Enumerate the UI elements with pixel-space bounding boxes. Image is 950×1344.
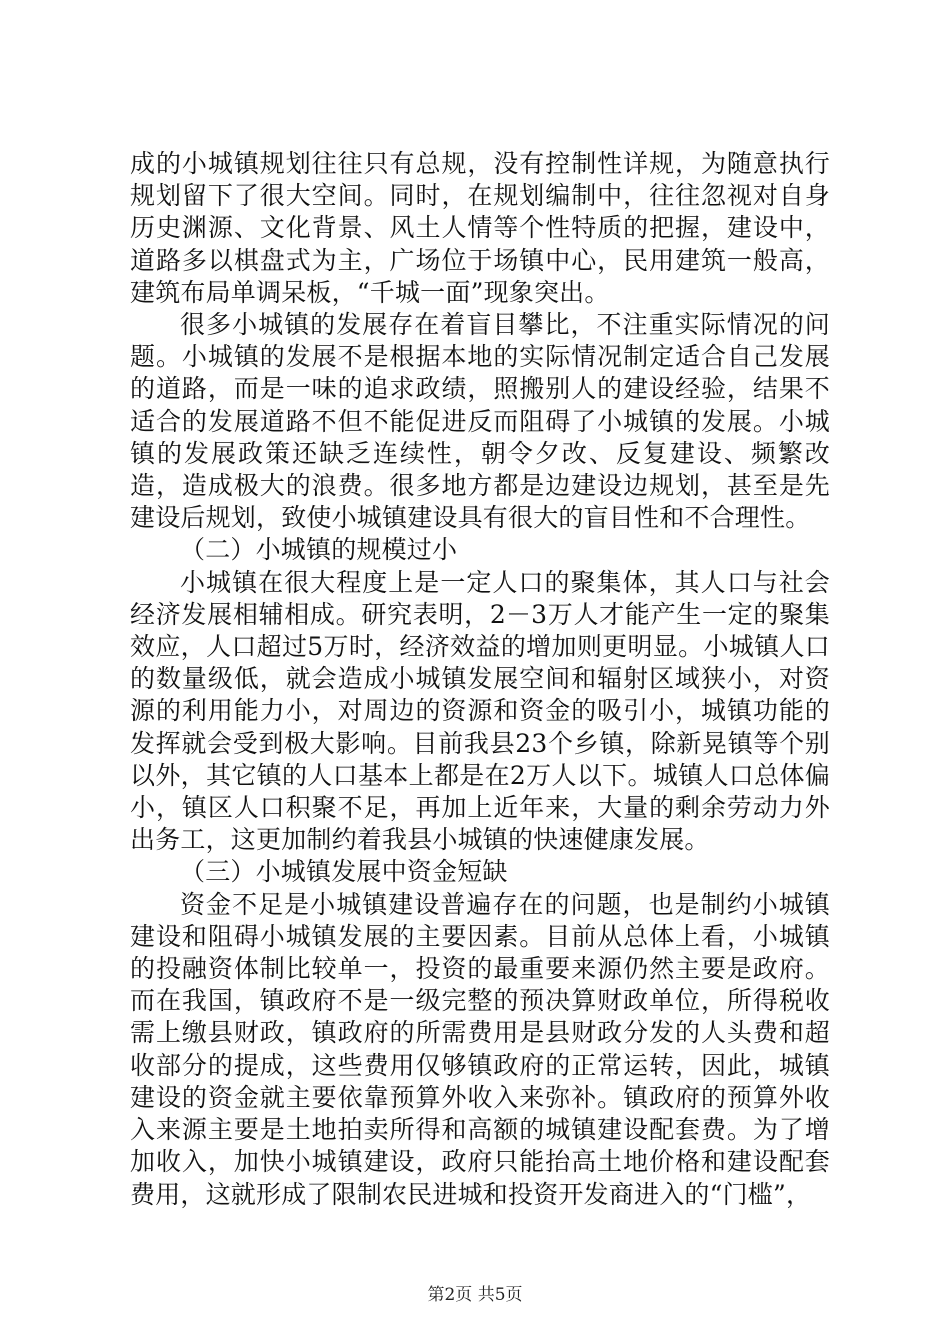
paragraph-blind-comparison: 很多小城镇的发展存在着盲目攀比，不注重实际情况的问题。小城镇的发展不是根据本地的实际情况制定适合自己发展的道路，而是一味的追求政绩，照搬别人的建设经验，结果不适合的发展道路不但不能促进反而阻碍了小城镇的发展。小城镇的发展政策还缺乏连续性，朝令夕改、反复建设、频繁改造，造成极大的浪费。很多地方都是边建设边规划，甚至是先建设后规划，致使小城镇建设具有很大的盲目性和不合理性。 [130,310,830,533]
section-heading-funding: （三）小城镇发展中资金短缺 [180,857,508,887]
paragraph-population-scale: 小城镇在很大程度上是一定人口的聚集体，其人口与社会经济发展相辅相成。研究表明，2－3万人才能产生一定的聚集效应，人口超过5万时，经济效益的增加则更明显。小城镇人口的数量级低，就会造成小城镇发展空间和辐射区域狭小，对资源的利用能力小，对周边的资源和资金的吸引小，城镇功能的发挥就会受到极大影响。目前我县23个乡镇，除新晃镇等个别以外，其它镇的人口基本上都是在2万人以下。城镇人口总体偏小，镇区人口积聚不足，再加上近年来，大量的剩余劳动力外出务工，这更加制约着我县小城镇的快速健康发展。 [130,567,830,855]
page-footer [0,1284,950,1306]
paragraph-funding-shortage: 资金不足是小城镇建设普遍存在的问题，也是制约小城镇建设和阻碍小城镇发展的主要因素。目前从总体上看，小城镇的投融资体制比较单一，投资的最重要来源仍然主要是政府。而在我国，镇政府不是一级完整的预决算财政单位，所得税收需上缴县财政，镇政府的所需费用是县财政分发的人头费和超收部分的提成，这些费用仅够镇政府的正常运转，因此，城镇建设的资金就主要依靠预算外收入来弥补。镇政府的预算外收入来源主要是土地拍卖所得和高额的城镇建设配套费。为了增加收入，加快小城镇建设，政府只能抬高土地价格和建设配套费用，这就形成了限制农民进城和投资开发商进入的“门槛”， [130,889,830,1209]
section-heading-scale: （二）小城镇的规模过小 [180,535,458,565]
document-body [130,148,830,1211]
page-number-indicator: 第2页 共5页 [427,1285,523,1305]
paragraph-continuation: 成的小城镇规划往往只有总规，没有控制性详规，为随意执行规划留下了很大空间。同时，在规划编制中，往往忽视对自身历史渊源、文化背景、风土人情等个性特质的把握，建设中，道路多以棋盘式为主，广场位于场镇中心，民用建筑一般高，建筑布局单调呆板，“千城一面”现象突出。 [130,149,830,307]
